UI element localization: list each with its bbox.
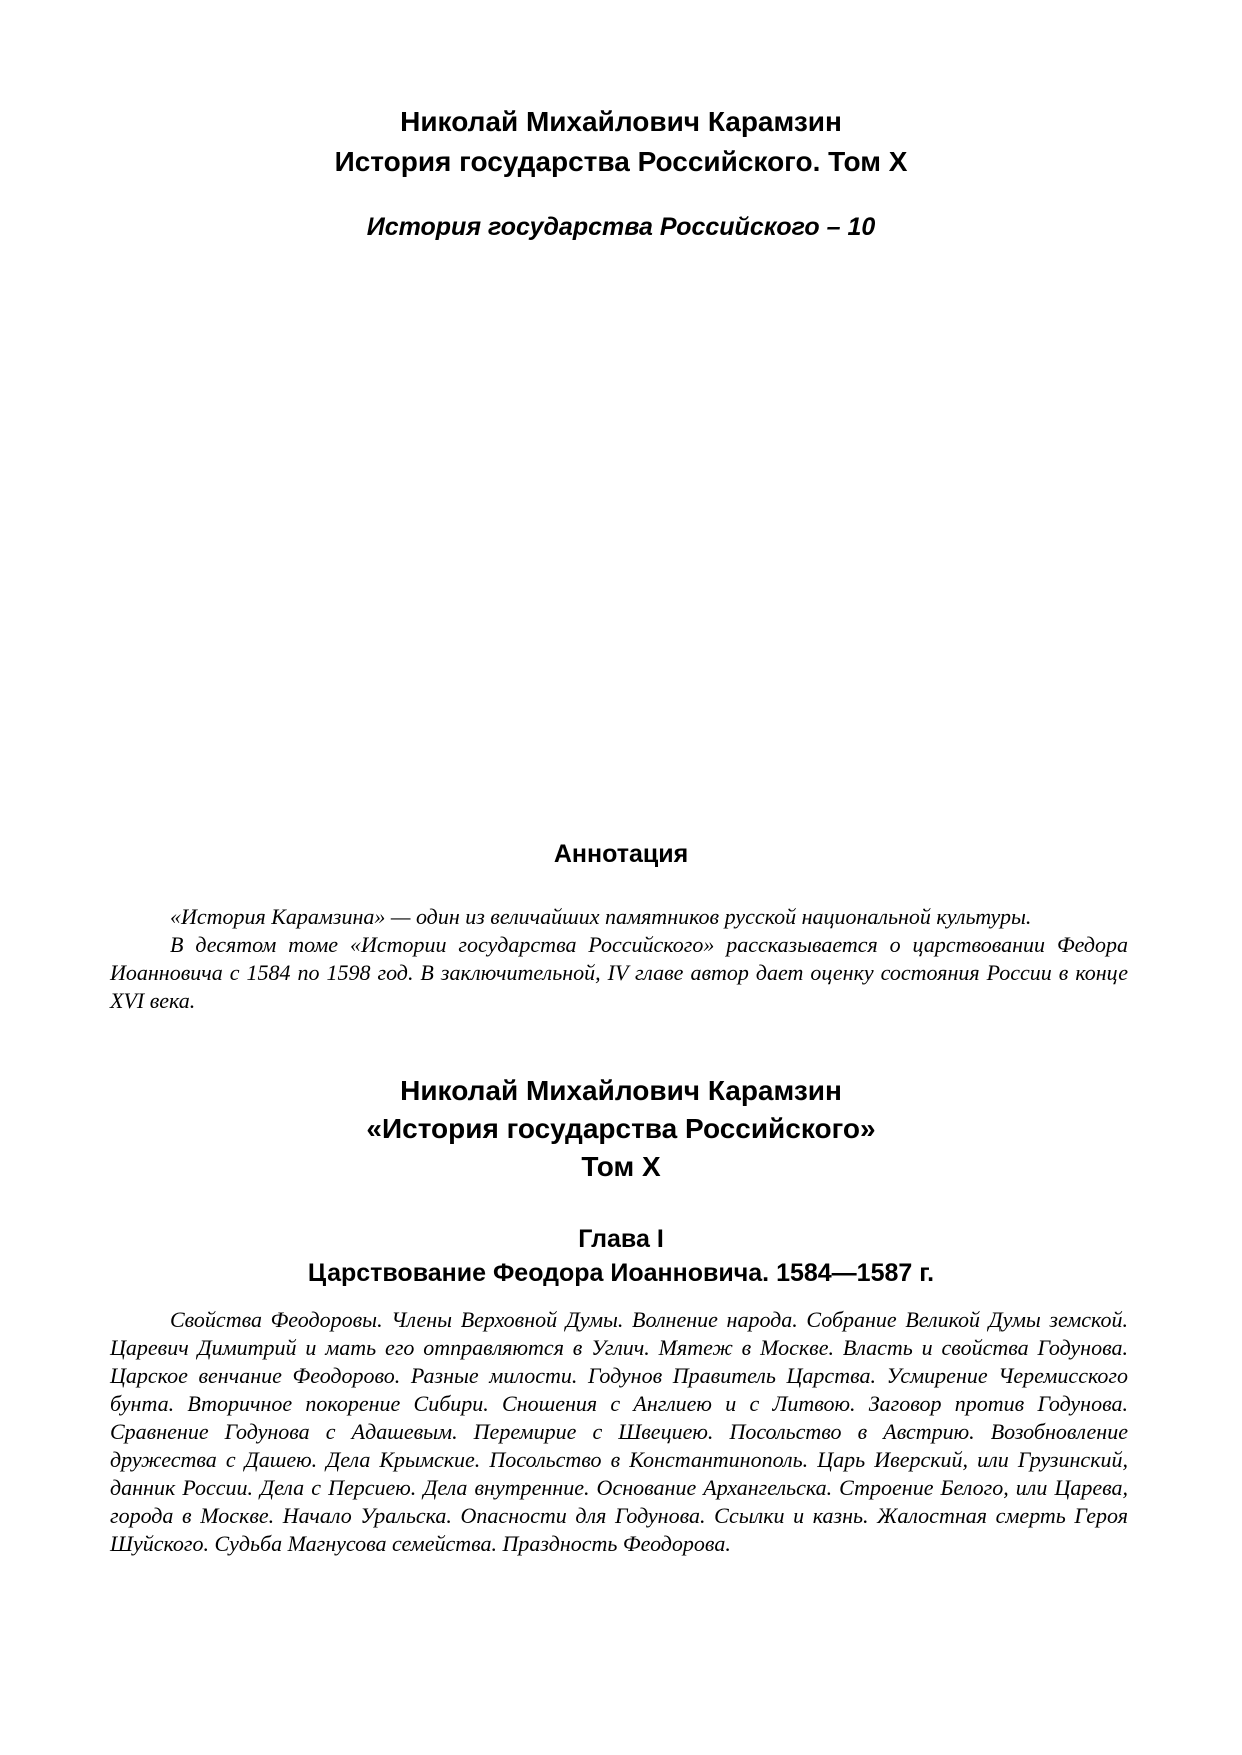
chapter-summary-paragraph: Свойства Феодоровы. Члены Верховной Думы. Волнение народа. Собрание Великой Думы земской. Царевич Димитрий и мать его отправляются в Углич. Мятеж в Москве. Власть и свойства Годунова. Царское венчание Феодорово. Разные милости. Годунов Правитель Царства. Усмирение Черемисского бунта. Вторичное покорение Сибири. Сношения с Англиею и с Литвою. Заговор против Годунова. Сравнение Годунова с Адашевым. Перемирие с Швециею. Посольство в Австрию. Возобновление дружества с Дашею. Дела Крымские. Посольство в Константинополь. Царь Иверский, или Грузинский, данник России. Дела с Персиею. Дела внутренние. Основание Архангельска. Строение Белого, или Царева, города в Москве. Начало Уральска. Опасности для Годунова. Ссылки и казнь. Жалостная смерть Героя Шуйского. Судьба Магнусова семейства. Праздность Феодорова. <box>110 1307 1128 1556</box>
annotation-heading: Аннотация <box>553 840 689 868</box>
chapter-summary <box>110 1306 1128 1558</box>
work-header <box>0 1072 1242 1186</box>
annotation-paragraph: В десятом томе «Истории государства Российского» рассказывается о царствовании Федора Иоанновича с 1584 по 1598 год. В заключительной, IV главе автор дает оценку состояния России в конце XVI века. <box>110 932 1128 1013</box>
chapter-number: Глава I <box>578 1225 664 1253</box>
annotation-text <box>110 903 1128 1015</box>
work-author: Николай Михайлович Карамзин <box>400 1075 842 1106</box>
book-title-block <box>0 102 1242 182</box>
chapter-heading <box>0 1222 1242 1290</box>
work-title: «История государства Российского» <box>366 1113 876 1144</box>
series-subtitle: История государства Российского – 10 <box>366 213 876 241</box>
work-volume: Том X <box>581 1151 661 1182</box>
chapter-title: Царствование Феодора Иоанновича. 1584—1587 г. <box>307 1259 935 1287</box>
book-title: История государства Российского. Том X <box>334 146 908 177</box>
book-author: Николай Михайлович Карамзин <box>400 106 842 137</box>
annotation-paragraph: «История Карамзина» — один из величайших памятников русской национальной культуры. <box>170 904 1032 929</box>
